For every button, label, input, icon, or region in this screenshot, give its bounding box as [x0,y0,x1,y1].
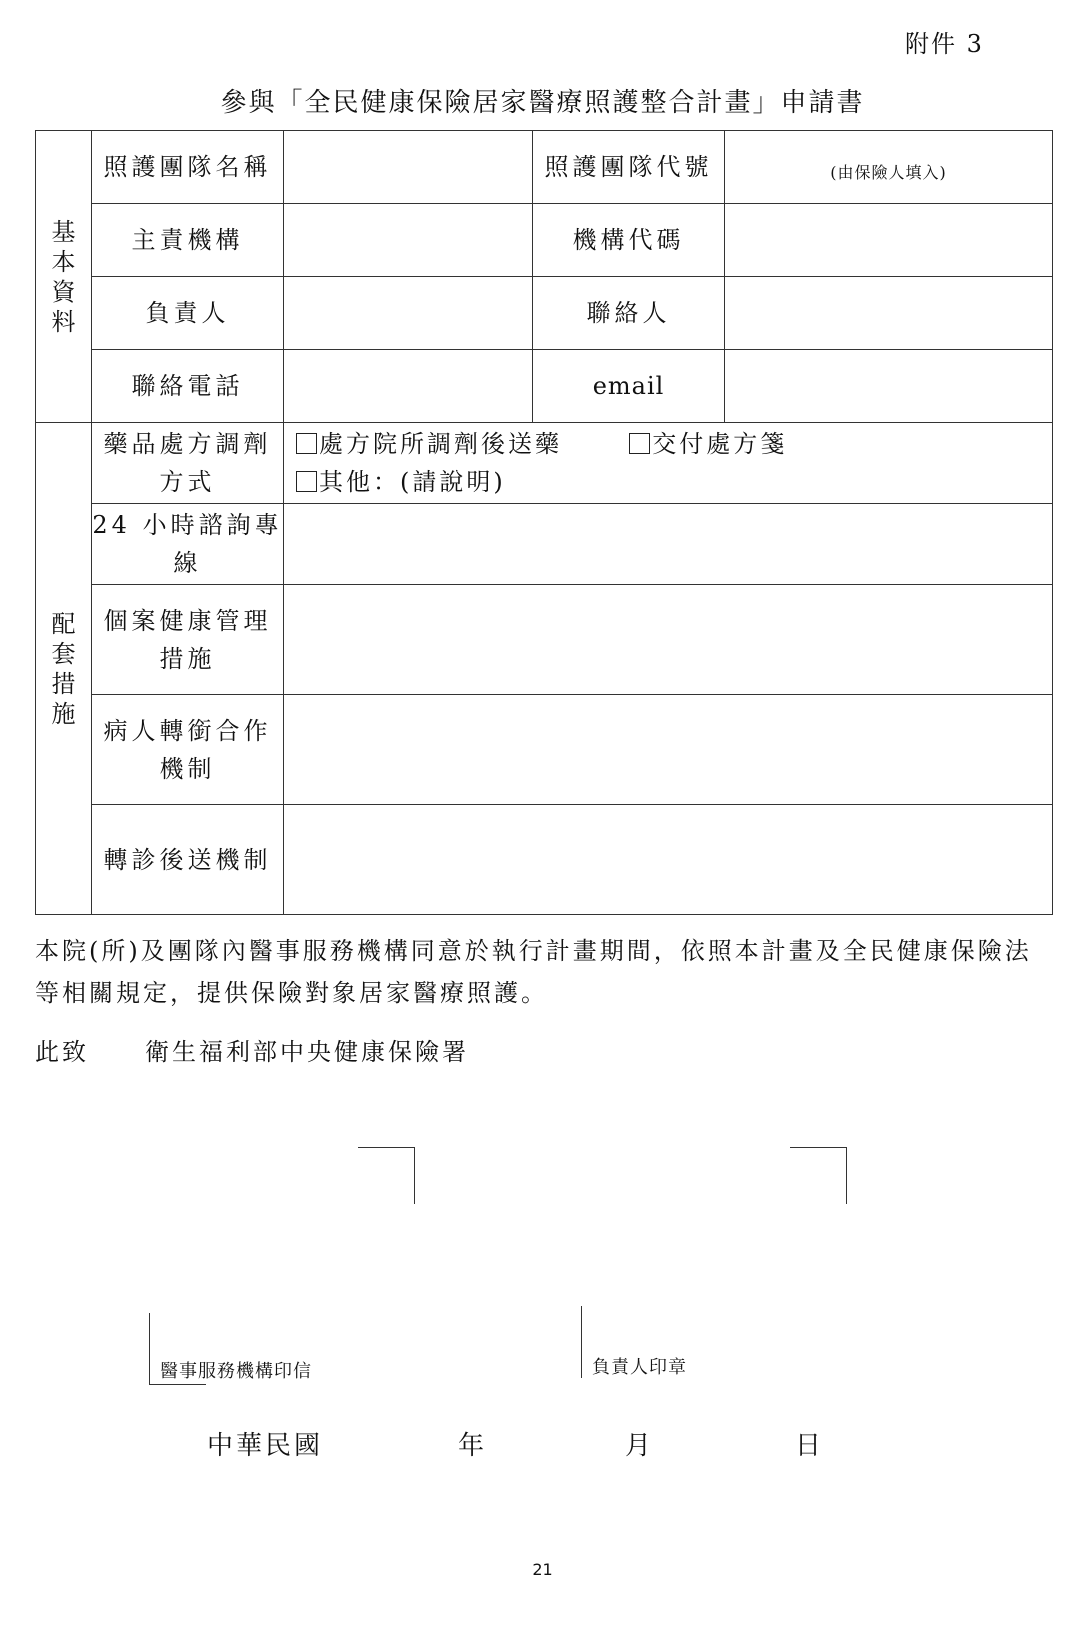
section-measures-label: 配套措施 [51,609,76,728]
recipient-agency: 衛生福利部中央健康保險署 [145,1038,469,1066]
phone-field[interactable] [284,350,533,423]
seal-area-top-right-mark-2 [790,1147,847,1204]
health-mgmt-field[interactable] [284,585,1053,695]
hotline-label: 24 小時諮詢專線 [92,504,284,585]
date-era: 中華民國 [207,1431,324,1461]
seal-area-top-right-mark-1 [358,1147,415,1204]
seal-area-bottom-left-mark-2 [581,1306,592,1378]
team-code-field[interactable] [725,131,1053,204]
section-measures [36,423,92,915]
checkbox-prescription[interactable] [629,433,650,454]
person-seal-label: 負責人印章 [592,1357,687,1378]
row-dispensing [36,423,1053,504]
checkbox-dispense-send[interactable] [296,433,317,454]
row-hotline [36,504,1053,585]
date-month: 月 [625,1431,655,1461]
attachment-label: 附件 3 [905,30,984,58]
contact-person-label: 聯絡人 [533,277,725,350]
consent-statement: 本院(所)及團隊內醫事服務機構同意於執行計畫期間，依照本計畫及全民健康保險法等相關規定，提供保險對象居家醫療照護。 [35,937,1032,1007]
dispensing-option-send[interactable]: 處方院所調劑後送藥 [296,430,573,458]
team-code-note: (由保險人填入) [830,162,947,182]
section-basic-info-label: 基本資料 [51,217,76,336]
referral-label: 病人轉銜合作機制 [92,695,284,805]
team-name-field[interactable] [284,131,533,204]
salutation: 此致 [35,1038,89,1066]
row-referral [36,695,1053,805]
checkbox-other[interactable] [296,471,317,492]
dispensing-label: 藥品處方調劑方式 [92,423,284,504]
hotline-field[interactable] [284,504,1053,585]
row-transfer [36,805,1053,915]
institution-seal-label: 醫事服務機構印信 [160,1361,312,1382]
transfer-label: 轉診後送機制 [92,805,284,915]
row-person-in-charge [36,277,1053,350]
health-mgmt-label: 個案健康管理措施 [92,585,284,695]
phone-label: 聯絡電話 [92,350,284,423]
dispensing-options [284,423,1053,504]
person-in-charge-field[interactable] [284,277,533,350]
main-org-field[interactable] [284,204,533,277]
row-health-mgmt [36,585,1053,695]
row-team-name [36,131,1053,204]
team-code-label: 照護團隊代號 [533,131,725,204]
salutation-line [35,1032,469,1067]
date-day: 日 [795,1431,825,1461]
section-basic-info [36,131,92,423]
team-name-label: 照護團隊名稱 [92,131,284,204]
dispensing-option-prescription[interactable]: 交付處方箋 [619,430,788,458]
page-number: 21 [532,1560,553,1579]
referral-field[interactable] [284,695,1053,805]
application-form-table [35,130,1053,915]
email-field[interactable] [725,350,1053,423]
org-code-label: 機構代碼 [533,204,725,277]
main-org-label: 主責機構 [92,204,284,277]
document-title: 參與「全民健康保險居家醫療照護整合計畫」申請書 [220,88,865,118]
row-phone [36,350,1053,423]
dispensing-option-other[interactable]: 其他：(請說明) [296,468,506,496]
person-in-charge-label: 負責人 [92,277,284,350]
row-main-org [36,204,1053,277]
contact-person-field[interactable] [725,277,1053,350]
email-label: email [533,350,725,423]
transfer-field[interactable] [284,805,1053,915]
org-code-field[interactable] [725,204,1053,277]
date-year: 年 [458,1431,488,1461]
